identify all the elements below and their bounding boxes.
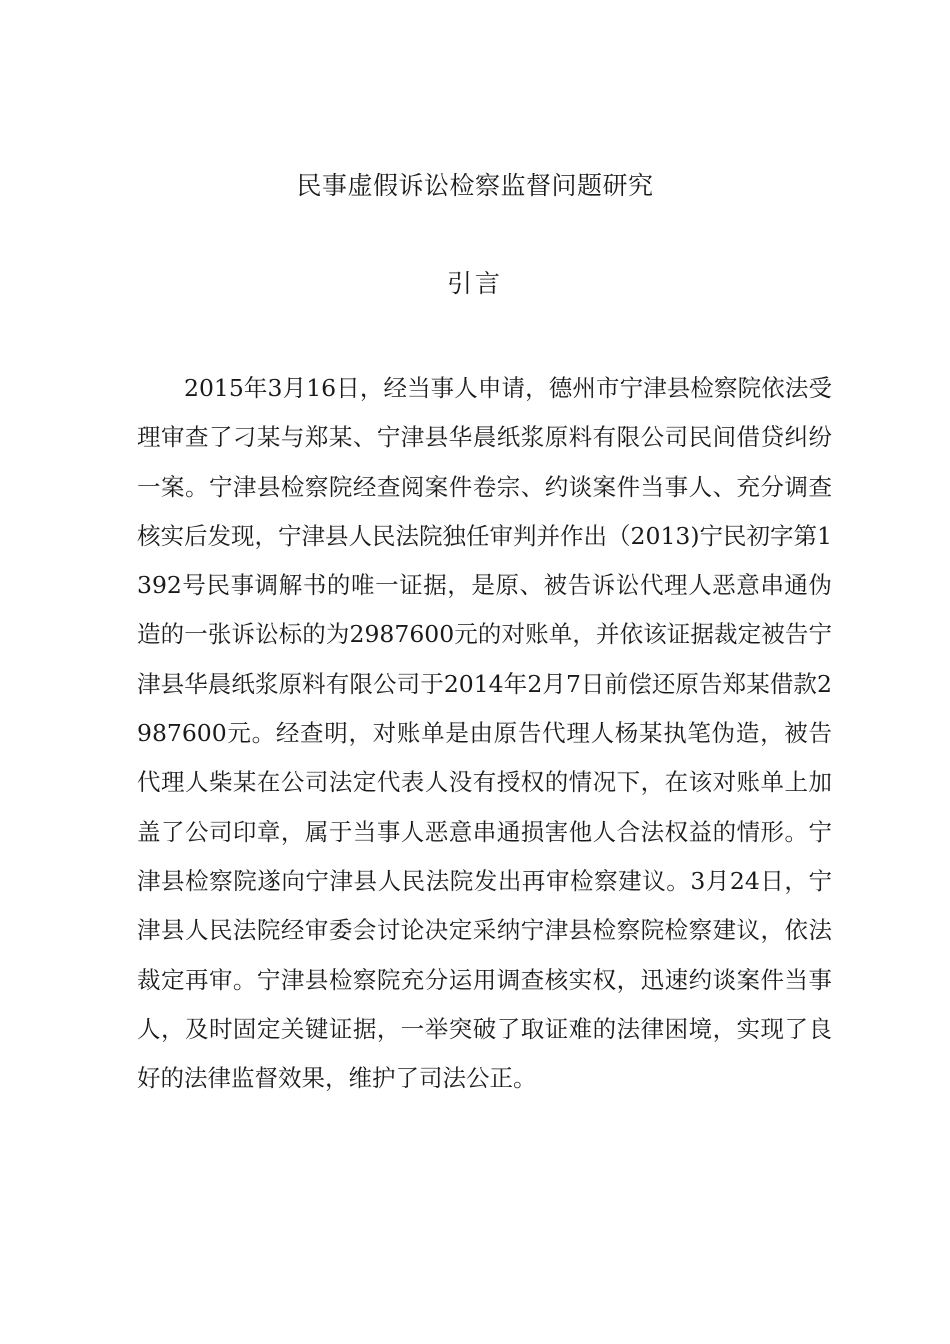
document-title: 民事虚假诉讼检察监督问题研究 (296, 171, 654, 200)
body-paragraph: 2015年3月16日，经当事人申请，德州市宁津县检察院依法受理审查了刁某与郑某、宁津县华晨纸浆原料有限公司民间借贷纠纷一案。宁津县检察院经查阅案件卷宗、约谈案件当事人、充分调查核实后发现，宁津县人民法院独任审判并作出（2013)宁民初字第1392号民事调解书的唯一证据，是原、被告诉讼代理人恶意串通伪造的一张诉讼标的为2987600元的对账单，并依该证据裁定被告宁津县华晨纸浆原料有限公司于2014年2月7日前偿还原告郑某借款2987600元。经查明，对账单是由原告代理人杨某执笔伪造，被告代理人柴某在公司法定代表人没有授权的情况下，在该对账单上加盖了公司印章，属于当事人恶意串通损害他人合法权益的情形。宁津县检察院遂向宁津县人民法院发出再审检察建议。3月24日，宁津县人民法院经审委会讨论决定采纳宁津县检察院检察建议，依法裁定再审。宁津县检察院充分运用调查核实权，迅速约谈案件当事人，及时固定关键证据，一举突破了取证难的法律困境，实现了良好的法律监督效果，维护了司法公正。 (137, 374, 832, 1093)
section-heading: 引言 (446, 269, 503, 298)
